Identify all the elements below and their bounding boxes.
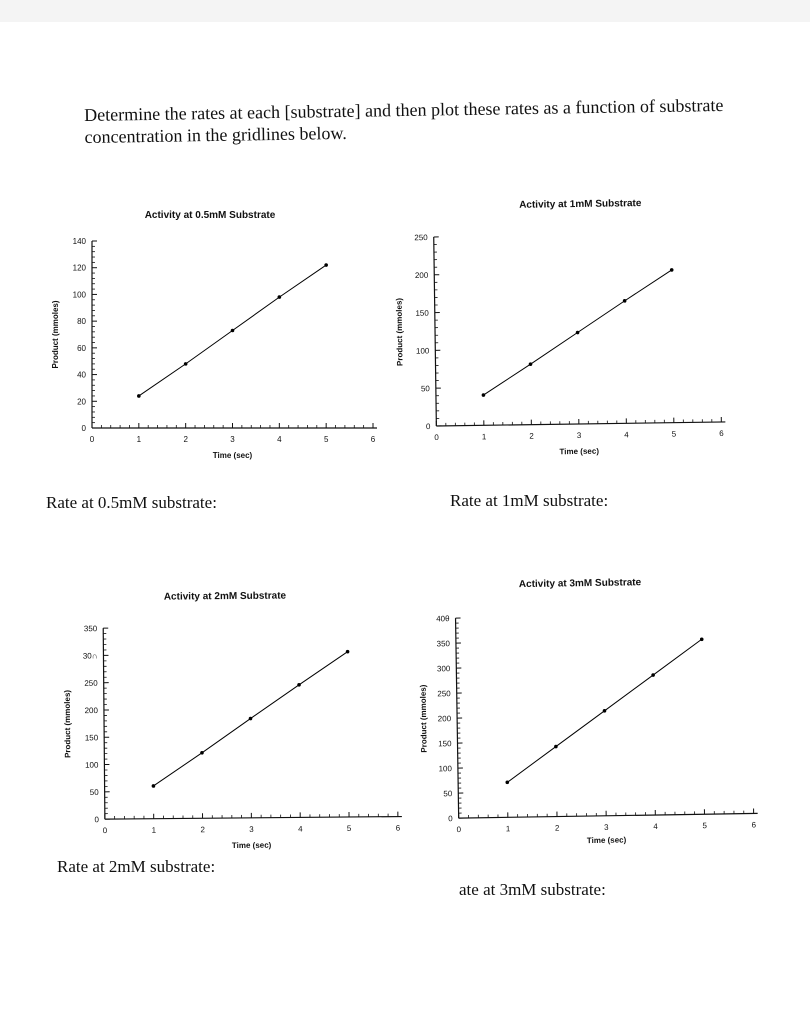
chart-activity-0-5mm	[30, 200, 400, 470]
x-axis-line	[436, 422, 725, 426]
data-point	[278, 295, 282, 299]
y-tick-label: 0	[448, 814, 453, 824]
y-tick-label: 50	[89, 787, 99, 797]
y-tick-label: 40θ	[436, 614, 450, 624]
chart-body	[417, 575, 758, 847]
rate-label-0-5mm: Rate at 0.5mM substrate:	[46, 493, 217, 512]
chart-body	[393, 197, 726, 459]
x-tick-label: 0	[89, 435, 95, 444]
chart-title: Activity at 3mM Substrate	[518, 577, 642, 591]
x-axis-label: Time (sec)	[559, 446, 600, 457]
y-tick-label: 150	[84, 733, 99, 743]
y-tick-label: 0	[94, 815, 99, 825]
rate-label-1mm: Rate at 1mM substrate:	[450, 491, 609, 510]
y-tick-label: 0	[425, 422, 431, 432]
chart-title: Activity at 2mM Substrate	[163, 590, 287, 603]
x-tick-label: 1	[151, 825, 157, 835]
x-tick-label: 4	[653, 821, 658, 832]
y-tick-label: 200	[414, 270, 429, 281]
data-point	[297, 683, 301, 687]
x-tick-label: 4	[298, 824, 303, 834]
x-tick-label: 2	[200, 825, 205, 835]
y-tick-label: 300	[436, 664, 451, 674]
x-tick-label: 1	[136, 435, 142, 444]
x-tick-label: 5	[323, 435, 329, 444]
y-tick-label: 150	[438, 739, 452, 749]
y-tick-label: 250	[437, 689, 451, 699]
y-tick-label: 200	[437, 714, 452, 724]
y-axis-label: Product (mmoles)	[62, 689, 73, 758]
chart-body	[51, 210, 377, 460]
chart-title: Activity at 0.5mM Substrate	[144, 210, 276, 221]
x-tick-label: 6	[719, 428, 724, 439]
rate-label-2mm: Rate at 2mM substrate:	[57, 857, 216, 876]
data-point	[137, 394, 141, 398]
x-tick-label: 5	[671, 429, 677, 439]
x-tick-label: 2	[554, 823, 560, 833]
y-axis-label: Product (mmoles)	[394, 297, 405, 367]
x-tick-label: 0	[456, 825, 462, 835]
chart-activity-2mm	[54, 582, 414, 852]
x-tick-label: 2	[183, 435, 188, 444]
y-tick-label: 60	[77, 343, 86, 353]
data-point	[249, 717, 253, 721]
y-tick-label: 100	[85, 760, 99, 770]
x-tick-label: 4	[624, 430, 629, 440]
x-axis-line	[105, 817, 402, 820]
y-tick-label: 0	[81, 424, 86, 433]
y-axis-label: Product (mmoles)	[51, 300, 60, 369]
y-tick-label: 120	[72, 263, 86, 273]
data-point	[346, 650, 350, 654]
y-tick-label: 80	[77, 317, 86, 327]
x-tick-label: 3	[249, 824, 254, 834]
x-tick-label: 5	[702, 821, 707, 831]
data-point	[152, 784, 156, 788]
x-tick-label: 2	[529, 431, 534, 441]
y-tick-label: 20	[77, 397, 86, 407]
data-point	[231, 329, 235, 333]
x-tick-label: 6	[751, 820, 757, 830]
instructions-text: Determine the rates at each [substrate] and then plot these rates as a function of substrate concentration in the gridlines below.	[84, 94, 724, 147]
x-tick-label: 1	[505, 824, 511, 834]
chart-title: Activity at 1mM Substrate	[519, 198, 642, 211]
x-tick-label: 4	[277, 435, 282, 444]
y-tick-label: 30∩	[82, 651, 98, 661]
x-tick-label: 1	[481, 432, 487, 442]
rate-label-3mm: ate at 3mM substrate:	[459, 880, 606, 899]
y-tick-label: 150	[415, 308, 429, 318]
x-axis-label: Time (sec)	[586, 835, 627, 846]
data-point	[324, 263, 328, 267]
chart-activity-3mm	[412, 570, 772, 850]
y-tick-label: 100	[415, 346, 430, 356]
y-tick-label: 200	[84, 706, 98, 716]
chart-body	[62, 590, 402, 852]
x-axis-label: Time (sec)	[231, 840, 272, 851]
x-tick-label: 5	[346, 823, 352, 834]
y-axis-line	[434, 237, 437, 426]
x-tick-label: 6	[370, 435, 376, 444]
y-axis-label: Product (mmoles)	[418, 684, 429, 753]
x-tick-label: 0	[102, 826, 108, 836]
chart-activity-1mm	[392, 192, 762, 462]
data-point	[184, 362, 188, 366]
y-tick-label: 140	[72, 237, 86, 246]
x-tick-label: 0	[434, 432, 439, 443]
x-axis-label: Time (sec)	[212, 451, 253, 460]
y-tick-label: 100	[72, 290, 86, 300]
x-tick-label: 3	[576, 430, 582, 441]
y-tick-label: 100	[438, 764, 452, 774]
y-tick-label: 350	[436, 639, 451, 649]
y-tick-label: 40	[77, 370, 86, 380]
x-tick-label: 3	[604, 822, 609, 832]
y-tick-label: 250	[414, 233, 428, 243]
data-point	[200, 751, 204, 755]
y-tick-label: 350	[83, 624, 98, 634]
y-tick-label: 50	[443, 789, 453, 799]
x-axis-line	[459, 813, 758, 818]
y-tick-label: 50	[420, 384, 430, 394]
x-tick-label: 3	[230, 435, 235, 444]
y-axis-line	[103, 628, 105, 819]
y-tick-label: 250	[84, 678, 98, 688]
x-tick-label: 6	[395, 823, 401, 833]
